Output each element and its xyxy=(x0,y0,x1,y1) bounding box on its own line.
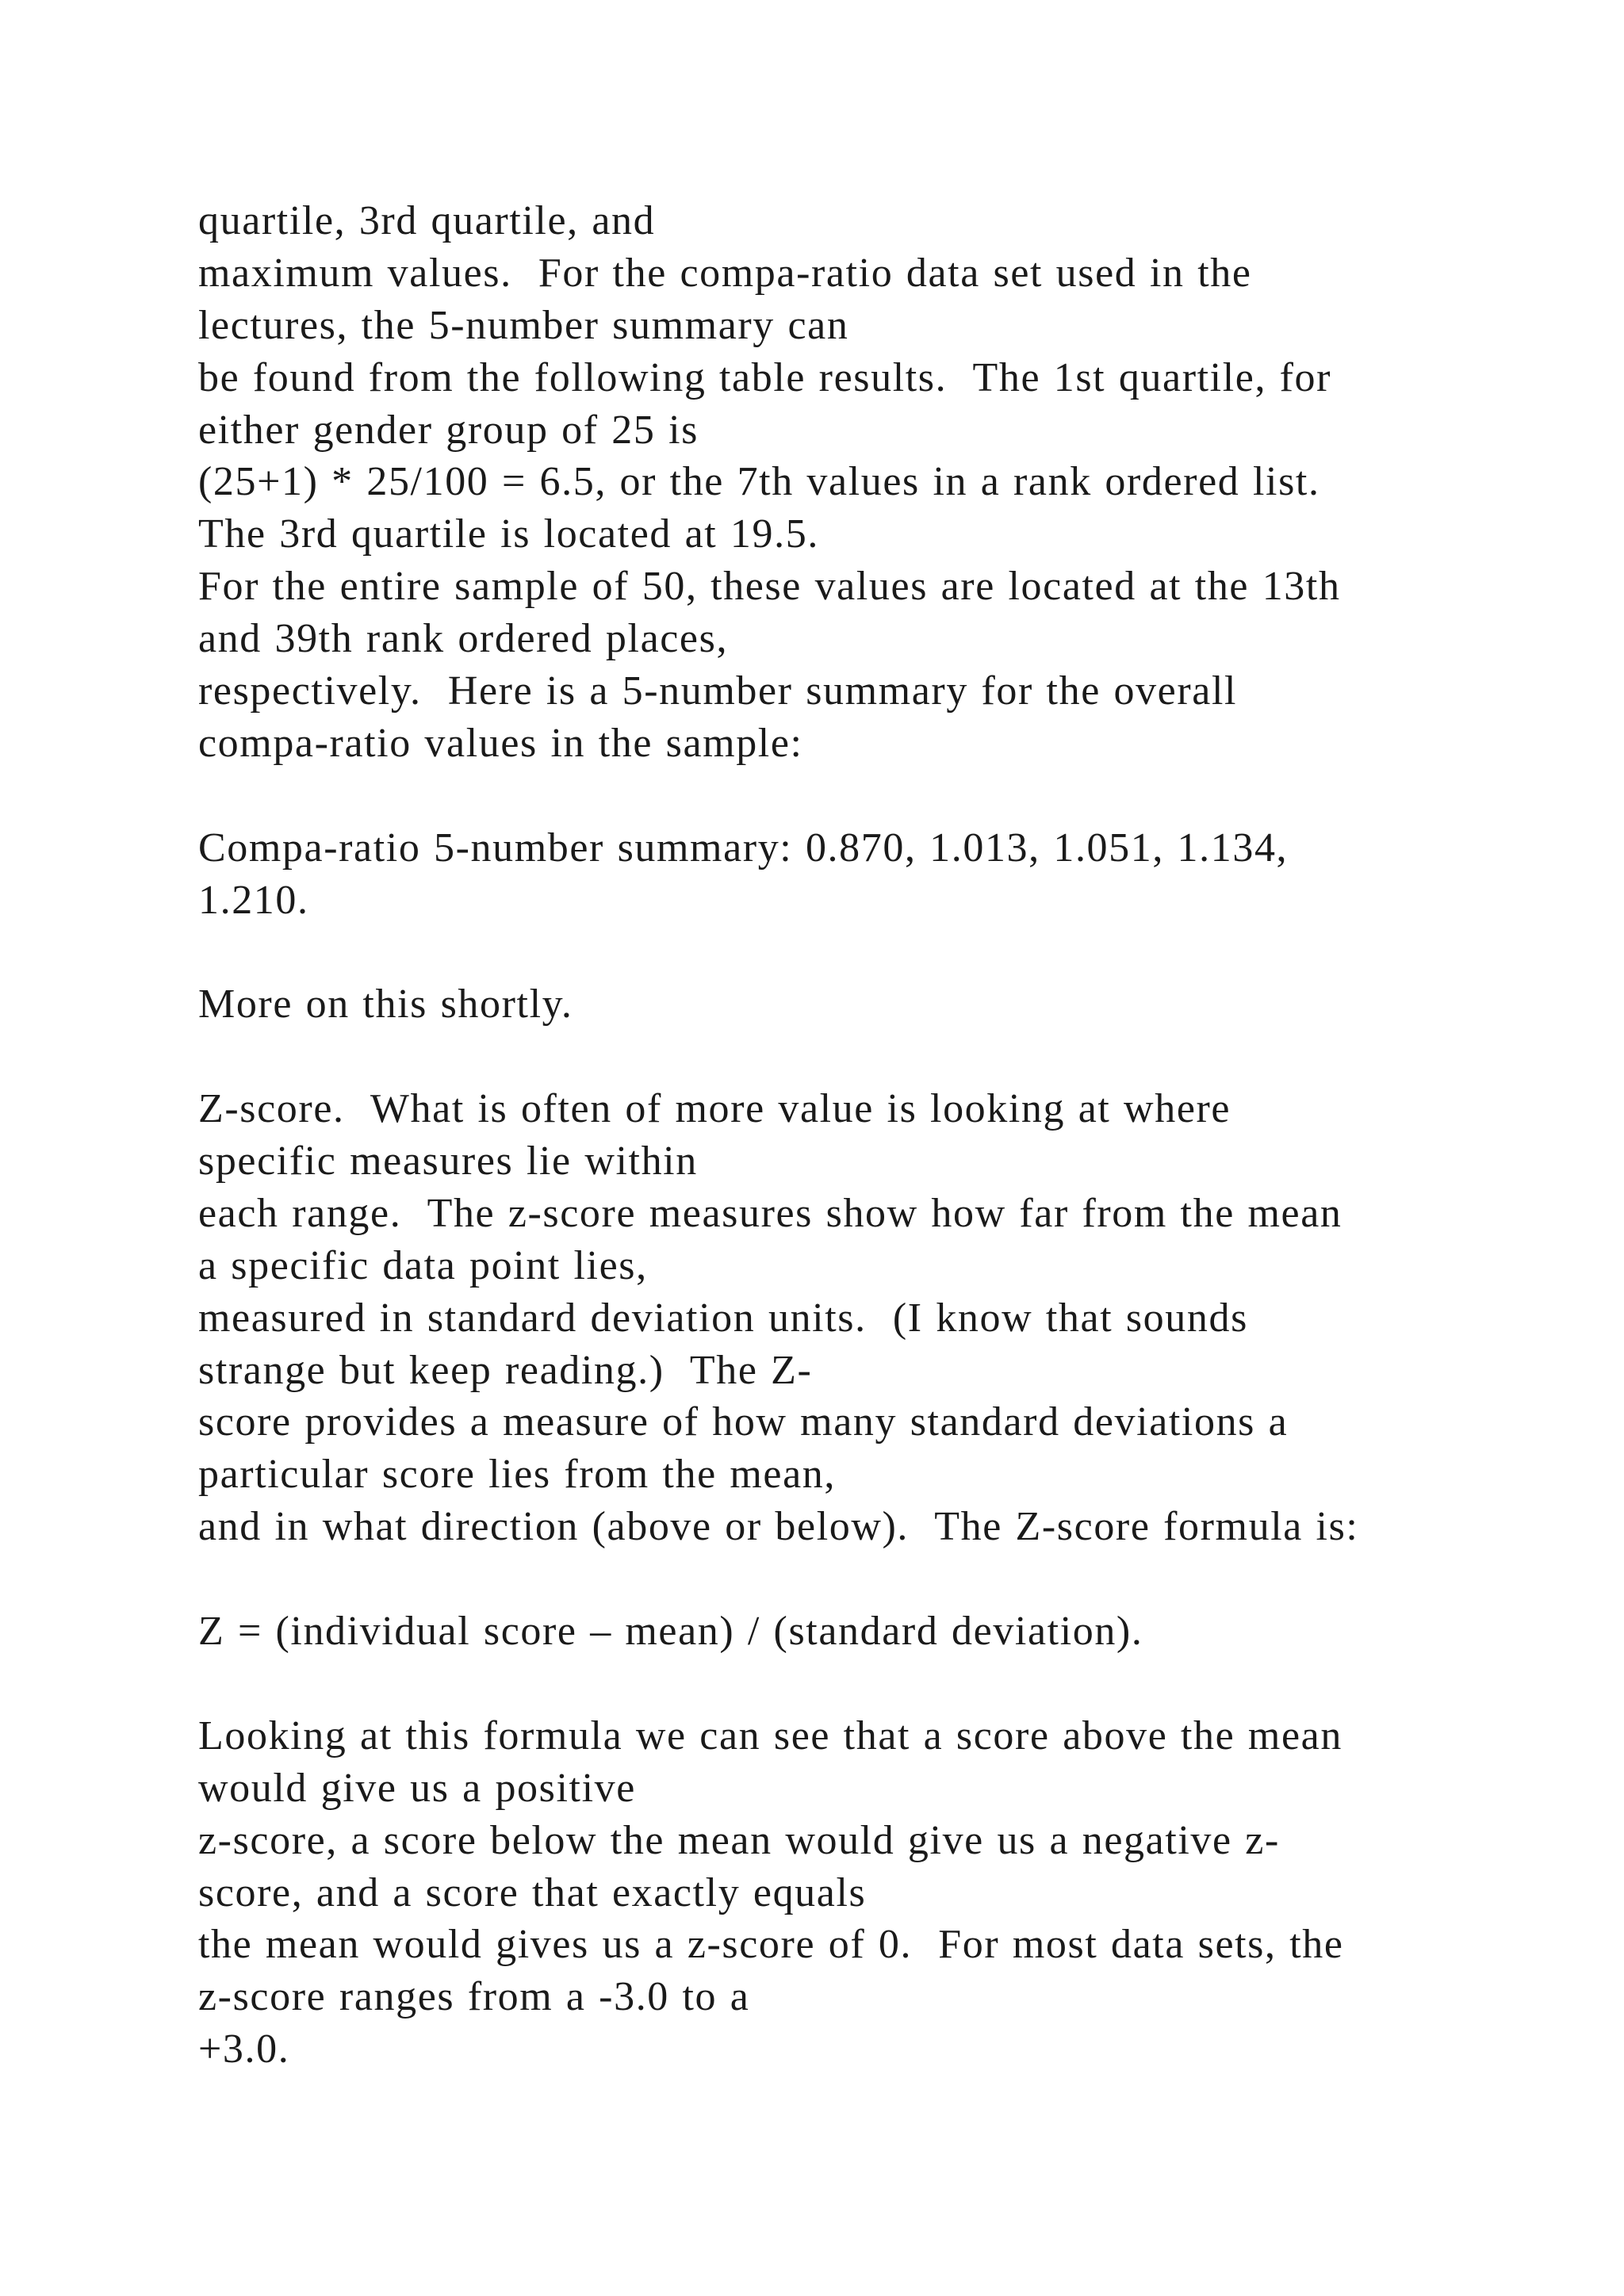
text-line: +3.0. xyxy=(198,2026,290,2072)
text-line: (25+1) * 25/100 = 6.5, or the 7th values in a rank ordered list. xyxy=(198,459,1320,505)
five-number-summary: Compa-ratio 5-number summary: 0.870, 1.013, 1.051, 1.134, xyxy=(198,825,1289,871)
paragraph-break xyxy=(198,770,1610,822)
text-line: score, and a score that exactly equals xyxy=(198,1869,867,1915)
text-line: quartile, 3rd quartile, and xyxy=(198,198,656,243)
text-line: the mean would gives us a z-score of 0. For most data sets, the xyxy=(198,1922,1344,1968)
text-line: strange but keep reading.) The Z- xyxy=(198,1347,813,1393)
text-line: The 3rd quartile is located at 19.5. xyxy=(198,511,819,557)
text-line: measured in standard deviation units. (I know that sounds xyxy=(198,1295,1248,1341)
text-line: z-score ranges from a -3.0 to a xyxy=(198,1974,750,2020)
text-line: either gender group of 25 is xyxy=(198,407,699,453)
text-line: Z-score. What is often of more value is looking at where xyxy=(198,1086,1231,1132)
text-line: and 39th rank ordered places, xyxy=(198,616,729,662)
text-line: lectures, the 5-number summary can xyxy=(198,302,849,348)
paragraph-break xyxy=(198,1658,1610,1710)
text-line: maximum values. For the compa-ratio data set used in the xyxy=(198,250,1252,296)
text-line: 1.210. xyxy=(198,877,309,923)
paragraph-break xyxy=(198,1031,1610,1083)
paragraph-break xyxy=(198,926,1610,978)
text-line: z-score, a score below the mean would give us a negative z- xyxy=(198,1817,1280,1863)
text-line: For the entire sample of 50, these values are located at the 13th xyxy=(198,564,1341,610)
text-line: each range. The z-score measures show how far from the mean xyxy=(198,1190,1342,1236)
text-line: compa-ratio values in the sample: xyxy=(198,720,803,766)
text-line: score provides a measure of how many standard deviations a xyxy=(198,1399,1289,1445)
document-body xyxy=(198,195,1610,2076)
text-line: would give us a positive xyxy=(198,1765,636,1811)
z-score-formula: Z = (individual score – mean) / (standard deviation). xyxy=(198,1609,1143,1655)
text-line: a specific data point lies, xyxy=(198,1242,648,1288)
text-line: respectively. Here is a 5-number summary for the overall xyxy=(198,668,1238,714)
paragraph-break xyxy=(198,1553,1610,1605)
text-line: particular score lies from the mean, xyxy=(198,1452,836,1498)
text-line: Looking at this formula we can see that a score above the mean xyxy=(198,1712,1342,1758)
text-line: specific measures lie within xyxy=(198,1138,698,1184)
text-line: be found from the following table results. The 1st quartile, for xyxy=(198,354,1332,400)
text-line: and in what direction (above or below). The Z-score formula is: xyxy=(198,1504,1359,1550)
text-line: More on this shortly. xyxy=(198,982,573,1027)
